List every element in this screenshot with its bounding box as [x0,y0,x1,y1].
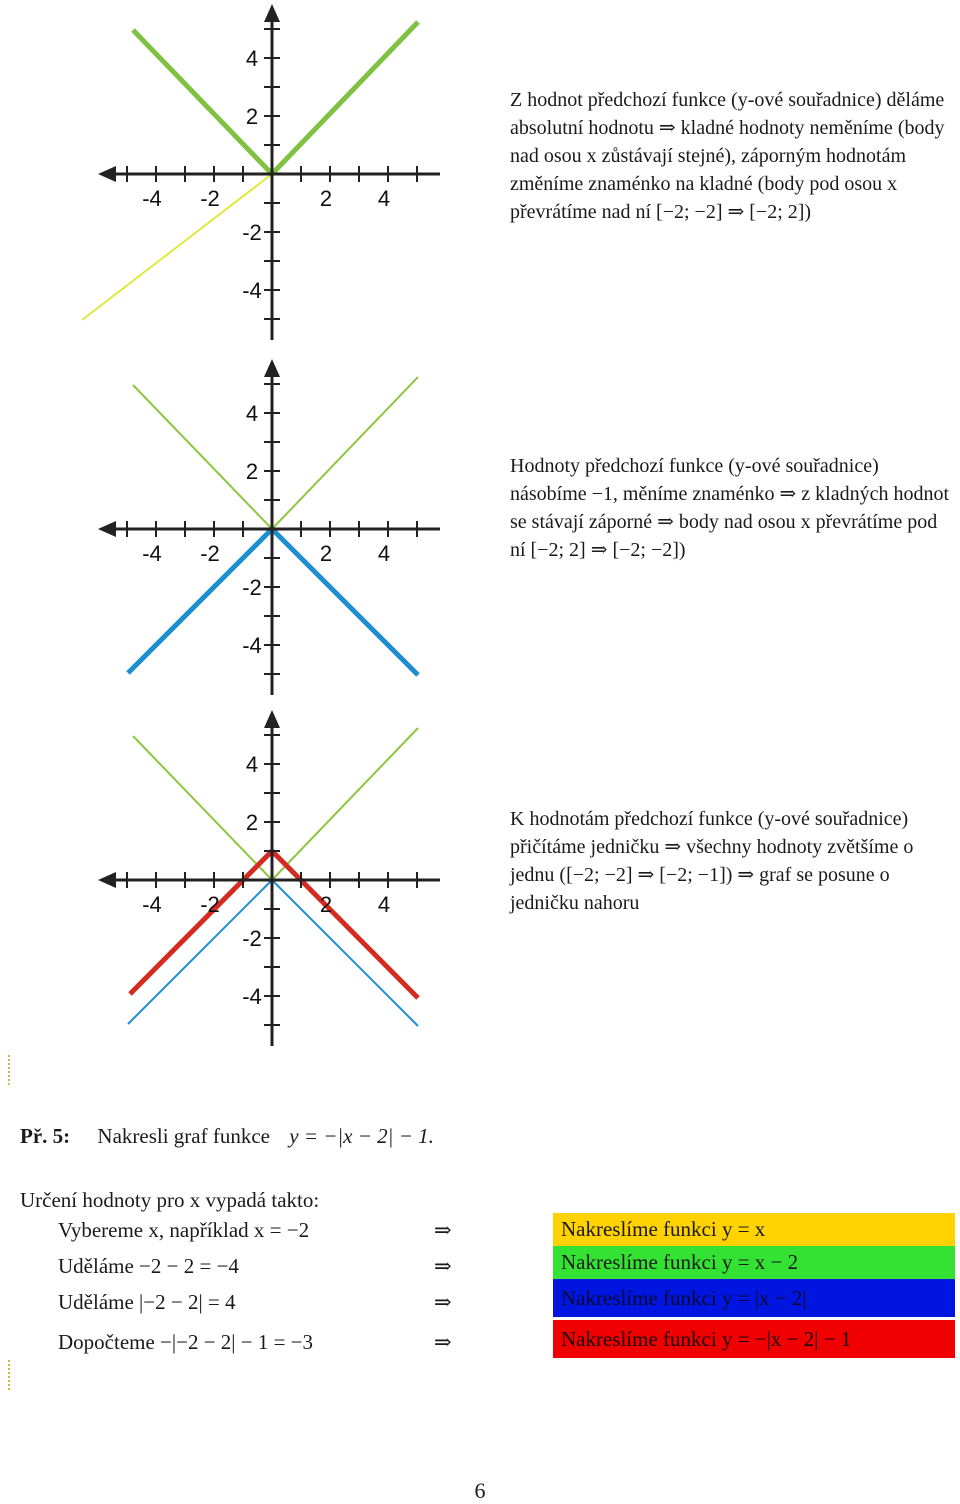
y-tick-label: -2 [242,926,262,951]
y-tick-label: 4 [245,401,259,426]
description-negated: Hodnoty předchozí funkce (y-ové souřadnice) násobíme −1, měníme znaménko ⇒ z kladných hodnot se stávají záporné ⇒ body nad osou x převrátíme pod ní [−2; 2] ⇒ [−2; −2]) [510,455,950,561]
step-text: Dopočteme −|−2 − 2| − 1 = −3 [58,1330,314,1354]
x-tick-label: 2 [319,541,333,566]
example-heading [20,1124,434,1149]
description-shifted-up: K hodnotám předchozí funkce (y-ové souřadnice) přičítáme jedničku ⇒ všechny hodnoty zvětšíme o jednu ([−2; −2] ⇒ [−2; −1]) ⇒ graf se posune o jedničku nahoru [510,808,914,914]
step-text: Uděláme |−2 − 2| = 4 [58,1290,236,1314]
implies-arrow-icon: ⇒ [434,1254,452,1278]
y-tick-label: 4 [245,46,259,71]
y-tick-label: 2 [245,459,259,484]
step-row [58,1252,478,1288]
graph-shifted-up [40,706,440,1056]
implies-arrow-icon: ⇒ [434,1290,452,1314]
function-boxes [553,1213,955,1358]
page-number: 6 [474,1478,486,1503]
function-box-blue: Nakreslíme funkci y = |x − 2| [553,1279,955,1317]
y-tick-label: 2 [245,810,259,835]
step-row [58,1288,478,1328]
y-tick-label: -2 [242,575,262,600]
red-line-left [130,851,272,994]
step-text: Vybereme x, například x = −2 [58,1218,310,1242]
x-tick-label: -4 [142,541,162,566]
function-box-green: Nakreslíme funkci y = x − 2 [553,1246,955,1279]
implies-arrow-icon: ⇒ [434,1330,452,1354]
description-absolute-value: Z hodnot předchozí funkce (y-ové souřadnice) děláme absolutní hodnotu ⇒ kladné hodnoty neměníme (body nad osou x zůstávají stejné), záporným hodnotám změníme znaménko na kladné (body pod osou x převrátíme nad ní [−2; −2] ⇒ [−2; 2]) [510,89,945,223]
y-tick-label: -4 [242,984,262,1009]
x-tick-label: -4 [142,186,162,211]
margin-dots-top [8,1055,12,1085]
y-tick-label: 4 [245,752,259,777]
x-tick-label: 2 [319,892,333,917]
y-tick-label: -2 [242,220,262,245]
function-box-yellow: Nakreslíme funkci y = x [553,1213,955,1246]
x-tick-label: -4 [142,892,162,917]
example-formula: y = −|x − 2| − 1. [289,1124,434,1148]
green-line-right [272,22,418,174]
green-line-right [272,728,418,880]
procedure-steps [58,1216,478,1368]
x-tick-label: 4 [377,186,391,211]
x-tick-label: -2 [200,186,220,211]
step-text: Uděláme −2 − 2 = −4 [58,1254,239,1278]
implies-arrow-icon: ⇒ [434,1218,452,1242]
step-row [58,1328,478,1368]
x-tick-label: 2 [319,186,333,211]
x-tick-label: 4 [377,541,391,566]
x-tick-label: -2 [200,892,220,917]
graph-negated [40,355,440,705]
x-tick-label: -2 [200,541,220,566]
green-line-right [272,377,418,529]
graph-absolute-value [40,0,440,350]
function-box-red: Nakreslíme funkci y = −|x − 2| − 1 [553,1320,955,1358]
blue-line-right [272,880,418,1026]
procedure-intro: Určení hodnoty pro x vypadá takto: [20,1188,320,1212]
y-tick-label: -4 [242,633,262,658]
example-task: Nakresli graf funkce [97,1124,270,1148]
blue-line-right [272,529,418,675]
red-line-right [272,851,418,998]
y-tick-label: -4 [242,278,262,303]
x-tick-label: 4 [377,892,391,917]
step-row [58,1216,478,1252]
example-label: Př. 5: [20,1124,71,1148]
y-tick-label: 2 [245,104,259,129]
margin-dots-bottom [8,1360,12,1390]
